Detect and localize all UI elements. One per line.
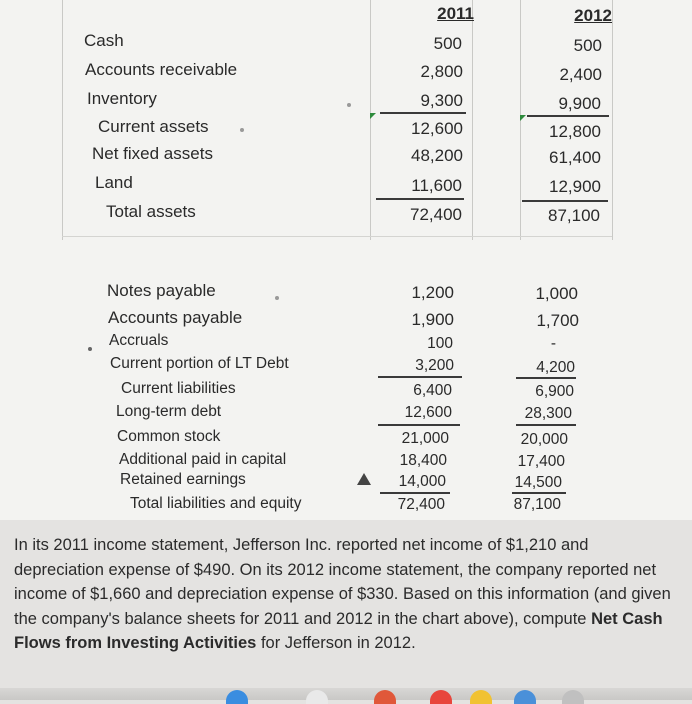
row-label-land: Land — [95, 173, 133, 192]
cell-total-assets-2012: 87,100 — [548, 206, 600, 225]
underline-rule — [378, 424, 460, 426]
cell-ltd-2012: 28,300 — [524, 405, 572, 422]
question-part1: In its 2011 income statement, Jefferson Inc. reported net income of $1,210 and depreciation expense of $490. On its 2012 income statement, the company reported net income of $1,660 and depreciation expense of $330. Based on this information (and given the company's balance sheets for 2011 and 2012 in the chart above), compute — [14, 536, 671, 628]
gridline — [62, 236, 612, 237]
row-label-retained-earnings: Retained earnings — [120, 471, 246, 488]
mouse-cursor-icon — [357, 473, 371, 485]
cell-flag-icon — [520, 115, 526, 121]
cell-accruals-2012: - — [550, 335, 556, 352]
row-label-accounts-payable: Accounts payable — [108, 308, 243, 327]
question-part2: for Jefferson in 2012. — [256, 634, 416, 653]
cell-total-assets-2011: 72,400 — [410, 205, 462, 224]
cell-accruals-2011: 100 — [427, 335, 453, 352]
cursor-dot-icon — [275, 296, 279, 300]
cell-cash-2011: 500 — [433, 34, 462, 53]
cell-inventory-2012: 9,900 — [558, 94, 601, 113]
cell-cash-2012: 500 — [573, 36, 602, 55]
year-header-2012: 2012 — [574, 6, 612, 25]
cell-tle-2011: 72,400 — [397, 496, 445, 513]
row-label-current-portion-lt-debt: Current portion of LT Debt — [110, 355, 289, 372]
row-label-current-liabilities: Current liabilities — [121, 380, 236, 397]
cell-cl-2011: 6,400 — [413, 382, 452, 399]
cell-ar-2012: 2,400 — [559, 65, 602, 84]
underline-rule — [522, 200, 608, 202]
question-emphasis: Net Cash Flows from Investing Activities — [14, 609, 663, 653]
underline-rule — [380, 492, 450, 494]
cell-current-assets-2012: 12,800 — [549, 122, 601, 141]
cell-nfa-2011: 48,200 — [411, 146, 463, 165]
underline-rule — [380, 112, 466, 114]
row-label-cash: Cash — [84, 31, 124, 50]
cell-cpltd-2012: 4,200 — [536, 359, 575, 376]
gridline — [62, 0, 63, 240]
gridline — [612, 0, 613, 240]
underline-rule — [527, 115, 609, 117]
underline-rule — [376, 198, 464, 200]
cell-inventory-2011: 9,300 — [420, 91, 463, 110]
gridline — [370, 0, 371, 240]
cell-flag-icon — [370, 113, 376, 119]
year-header-2011: 2011 — [437, 4, 474, 23]
cell-np-2012: 1,000 — [535, 284, 578, 303]
cell-ltd-2011: 12,600 — [404, 404, 452, 421]
cell-ap-2012: 1,700 — [536, 311, 579, 330]
cell-re-2011: 14,000 — [398, 473, 446, 490]
underline-rule — [378, 376, 462, 378]
row-label-long-term-debt: Long-term debt — [116, 403, 222, 420]
bullet-dot-icon — [88, 347, 92, 351]
cell-apic-2011: 18,400 — [399, 452, 447, 469]
cell-nfa-2012: 61,400 — [549, 148, 601, 167]
gridline — [472, 0, 473, 240]
row-label-accounts-receivable: Accounts receivable — [85, 60, 238, 79]
cell-current-assets-2011: 12,600 — [411, 119, 463, 138]
row-label-current-assets: Current assets — [98, 117, 209, 136]
row-label-common-stock: Common stock — [117, 428, 221, 445]
cell-ar-2011: 2,800 — [420, 62, 463, 81]
cell-cs-2012: 20,000 — [520, 431, 568, 448]
cell-land-2011: 11,600 — [411, 176, 462, 195]
cell-cl-2012: 6,900 — [535, 383, 574, 400]
taskbar — [0, 688, 692, 700]
cursor-dot-icon — [240, 128, 244, 132]
row-label-inventory: Inventory — [87, 89, 157, 108]
row-label-accruals: Accruals — [109, 332, 169, 349]
row-label-total-liabilities-equity: Total liabilities and equity — [130, 495, 302, 512]
cell-np-2011: 1,200 — [411, 283, 454, 302]
cell-ap-2011: 1,900 — [411, 310, 454, 329]
cell-re-2012: 14,500 — [514, 474, 562, 491]
cell-cs-2011: 21,000 — [401, 430, 449, 447]
row-label-total-assets: Total assets — [106, 202, 196, 221]
cell-cpltd-2011: 3,200 — [415, 357, 454, 374]
underline-rule — [516, 424, 576, 426]
cursor-dot-icon — [347, 103, 351, 107]
cell-apic-2012: 17,400 — [517, 453, 565, 470]
cell-tle-2012: 87,100 — [513, 496, 561, 513]
underline-rule — [516, 377, 576, 379]
row-label-apic: Additional paid in capital — [119, 451, 287, 468]
row-label-net-fixed-assets: Net fixed assets — [92, 144, 213, 163]
cell-land-2012: 12,900 — [549, 177, 601, 196]
row-label-notes-payable: Notes payable — [107, 281, 216, 300]
question-text — [14, 533, 674, 656]
underline-rule — [512, 492, 566, 494]
